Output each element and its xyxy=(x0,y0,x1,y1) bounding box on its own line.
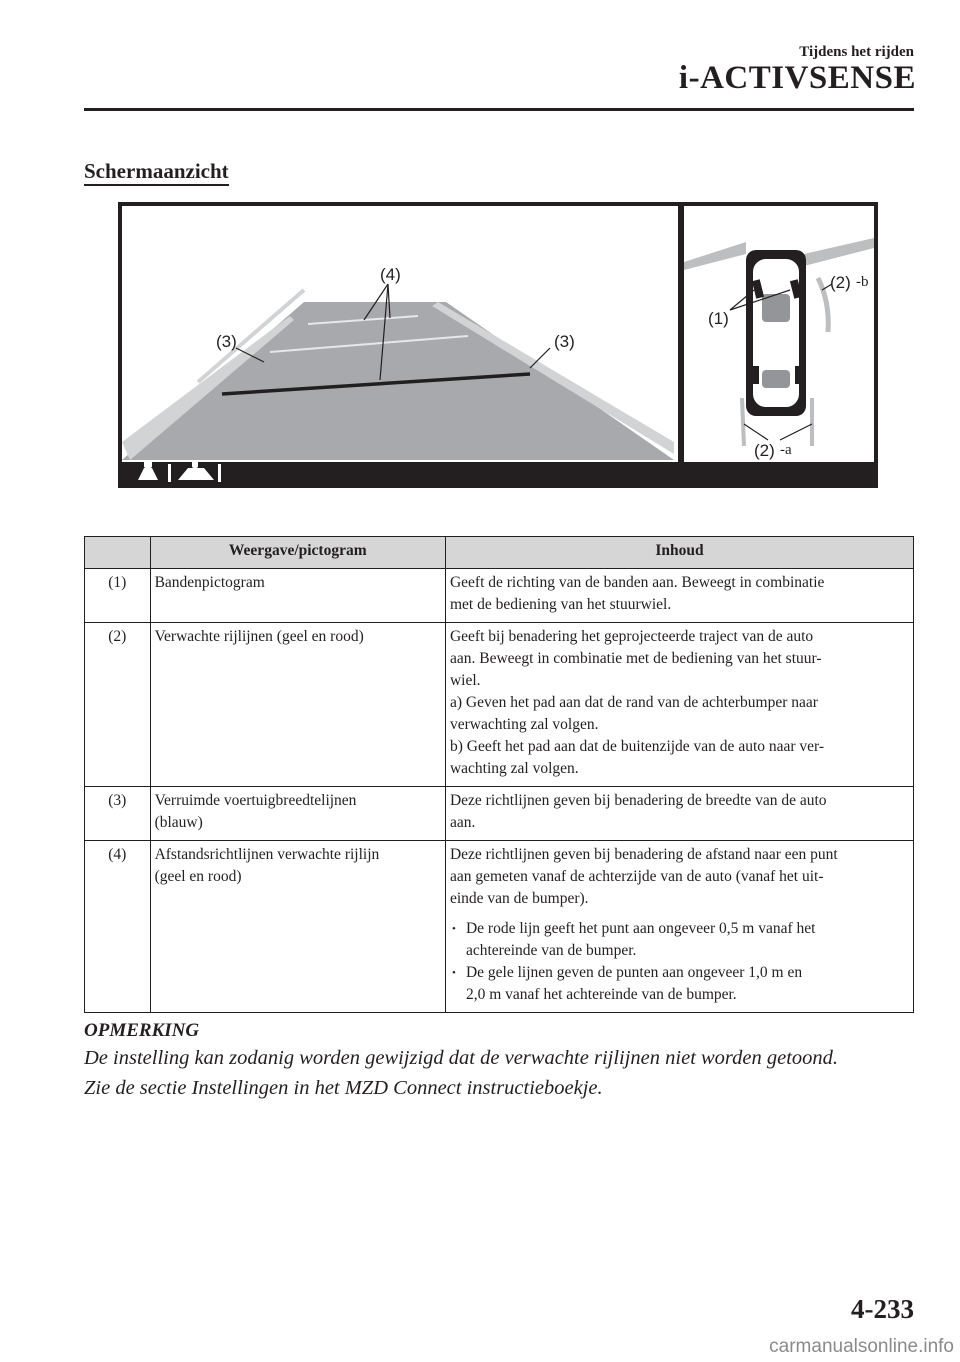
row-item: Bandenpictogram xyxy=(150,569,445,623)
callout-1: (1) xyxy=(708,309,729,328)
table-row xyxy=(85,787,914,841)
note-line: Zie de sectie Instellingen in het MZD Connect instructieboekje. xyxy=(84,1077,603,1099)
car-rear-window xyxy=(762,370,790,388)
table-header-content: Inhoud xyxy=(445,537,913,569)
table-header-display: Weergave/pictogram xyxy=(150,537,445,569)
page-number: 4-233 xyxy=(851,1294,914,1324)
table-header-number xyxy=(85,537,151,569)
callout-4: (4) xyxy=(380,265,401,284)
row-description: Geeft bij benadering het geprojecteerde traject van de auto aan. Beweegt in combinatie met de bediening van het stuur- wiel. a) Geven het pad aan dat de rand van de achterbumper naar verwachting zal volgen. b) Geeft het pad aan dat de buitenzijde van de auto naar ver- wachting zal volgen. xyxy=(445,623,913,787)
callout-2b: (2) xyxy=(830,273,851,292)
callout-2b-suffix: -b xyxy=(856,274,869,290)
row-number: (4) xyxy=(85,841,151,1013)
row-number: (2) xyxy=(85,623,151,787)
callout-2a: (2) xyxy=(754,441,775,460)
display-items-table xyxy=(84,536,914,1013)
row-number: (1) xyxy=(85,569,151,623)
list-item: • De rode lijn geeft het punt aan ongeveer 0,5 m vanaf het achtereinde van de bumper. xyxy=(450,918,909,962)
row-description: Deze richtlijnen geven bij benadering de breedte van de auto aan. xyxy=(445,787,913,841)
bullet-list xyxy=(450,918,909,1006)
callout-3-left: (3) xyxy=(216,332,237,351)
header-section: Tijdens het rijden xyxy=(799,44,914,60)
row-item: Verwachte rijlijnen (geel en rood) xyxy=(150,623,445,787)
table-row xyxy=(85,569,914,623)
section-title: Schermaanzicht xyxy=(84,160,229,186)
row-number: (3) xyxy=(85,787,151,841)
table-header-row xyxy=(85,537,914,569)
list-item: • De gele lijnen geven de punten aan ongeveer 1,0 m en 2,0 m vanaf het achtereinde van de bumper. xyxy=(450,962,909,1006)
note-line: De instelling kan zodanig worden gewijzigd dat de verwachte rijlijnen niet worden getoond. xyxy=(84,1047,839,1069)
table-row xyxy=(85,623,914,787)
row-item: Afstandsrichtlijnen verwachte rijlijn (geel en rood) xyxy=(150,841,445,1013)
watermark: carmanualsonline.info xyxy=(769,1336,954,1357)
header-rule xyxy=(84,108,914,111)
row-description: Deze richtlijnen geven bij benadering de afstand naar een punt aan gemeten vanaf de achterzijde van de auto (vanaf het uit- einde van de bumper). • De rode lijn geeft het punt aan ongeveer 0,5 m vanaf het achtereinde van de bumper. • De gele lijnen geven de punten aan ongeveer 1,0 m en 2,0 m vanaf het achtereinde van de bumper. xyxy=(445,841,913,1013)
row-description: Geeft de richting van de banden aan. Beweegt in combinatie met de bediening van het stuurwiel. xyxy=(445,569,913,623)
header-chapter: i-ACTIVSENSE xyxy=(678,60,916,96)
table-row xyxy=(85,841,914,1013)
row-item: Verruimde voertuigbreedtelijnen (blauw) xyxy=(150,787,445,841)
callout-2a-suffix: -a xyxy=(780,442,792,458)
camera-screen-figure xyxy=(118,202,878,488)
callout-3-right: (3) xyxy=(554,332,575,351)
guide-line-bumper-left xyxy=(742,398,744,446)
note-title: OPMERKING xyxy=(84,1020,200,1041)
